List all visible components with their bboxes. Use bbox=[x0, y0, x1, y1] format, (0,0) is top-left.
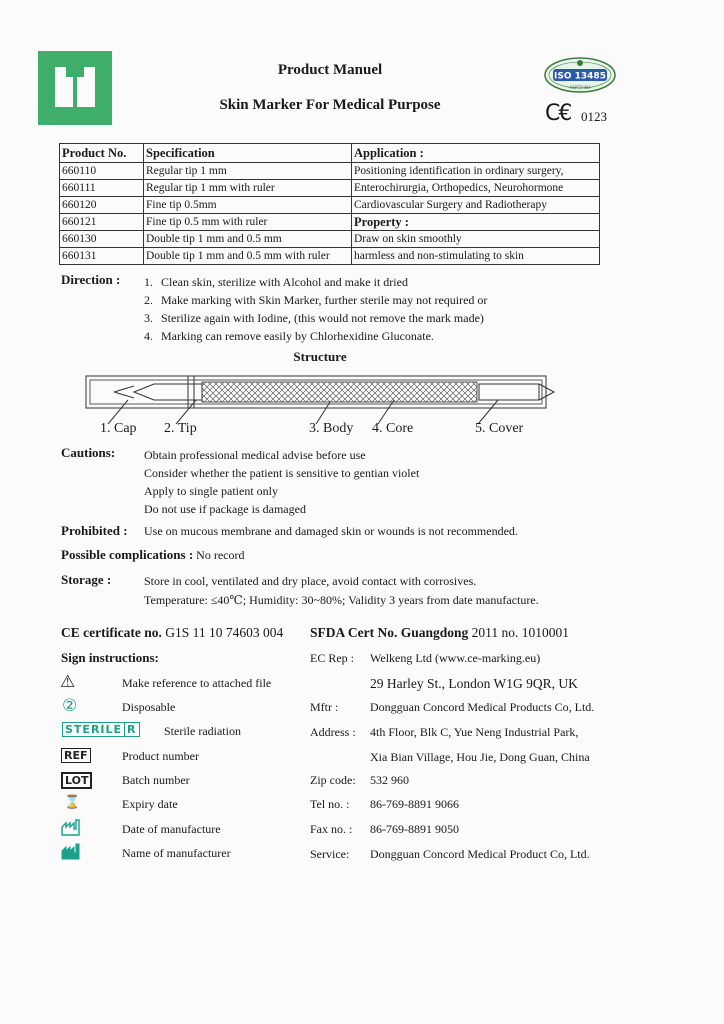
product-no: 660130 bbox=[60, 231, 144, 248]
direction-text: Clean skin, sterilize with Alcohol and make it dried bbox=[161, 275, 408, 289]
table-row bbox=[60, 163, 600, 180]
address-line1: 4th Floor, Blk C, Yue Neng Industrial Park, bbox=[370, 725, 579, 739]
sign-text: Make reference to attached file bbox=[122, 676, 272, 690]
product-spec: Double tip 1 mm and 0.5 mm bbox=[144, 231, 352, 248]
application-line: Positioning identification in ordinary surgery, bbox=[352, 163, 600, 180]
direction-item bbox=[144, 327, 487, 345]
header-application: Application : bbox=[352, 144, 600, 163]
direction-text: Sterilize again with Iodine, (this would not remove the mark made) bbox=[161, 311, 484, 325]
sfda-certificate bbox=[310, 625, 569, 641]
header-product-no: Product No. bbox=[60, 144, 144, 163]
direction-text: Make marking with Skin Marker, further sterile may not required or bbox=[161, 293, 488, 307]
part-cap: 1. Cap bbox=[100, 421, 137, 436]
storage-line: Temperature: ≤40℃; Humidity: 30~80%; Validity 3 years from date manufacture. bbox=[144, 593, 539, 607]
product-no: 660110 bbox=[60, 163, 144, 180]
zip-label: Zip code: bbox=[310, 773, 356, 787]
do-not-reuse-icon: ② bbox=[62, 696, 78, 716]
direction-item bbox=[144, 291, 487, 309]
prohibited-text: Use on mucous membrane and damaged skin or wounds is not recommended. bbox=[144, 524, 518, 538]
part-core: 4. Core bbox=[372, 421, 414, 436]
caution-item: Obtain professional medical advise before use bbox=[144, 448, 366, 462]
direction-item bbox=[144, 273, 487, 291]
cautions-label: Cautions: bbox=[61, 445, 116, 460]
prohibited-label: Prohibited : bbox=[61, 523, 128, 538]
sign-text: Sterile radiation bbox=[164, 724, 241, 738]
direction-number: 3. bbox=[144, 311, 153, 325]
complications-text: No record bbox=[196, 548, 245, 562]
fax-value: 86-769-8891 9050 bbox=[370, 822, 459, 836]
sign-text: Date of manufacture bbox=[122, 822, 221, 836]
iso-badge-text: ISO 13485 bbox=[554, 71, 606, 82]
product-no: 660131 bbox=[60, 248, 144, 265]
sfda-certificate-label: SFDA Cert No. Guangdong bbox=[310, 625, 469, 640]
header-specification: Specification bbox=[144, 144, 352, 163]
product-no: 660121 bbox=[60, 214, 144, 231]
table-row bbox=[60, 248, 600, 265]
service-label: Service: bbox=[310, 847, 350, 861]
tel-label: Tel no. : bbox=[310, 797, 350, 811]
direction-text: Marking can remove easily by Chlorhexidine Gluconate. bbox=[161, 329, 434, 343]
product-no: 660120 bbox=[60, 197, 144, 214]
product-table bbox=[59, 143, 600, 265]
storage-label: Storage : bbox=[61, 572, 112, 587]
tel-value: 86-769-8891 9066 bbox=[370, 797, 459, 811]
product-spec: Fine tip 0.5 mm with ruler bbox=[144, 214, 352, 231]
sterile-r-icon bbox=[62, 722, 140, 737]
document-title: Product Manuel bbox=[277, 62, 383, 78]
ce-certificate-label: CE certificate no. bbox=[61, 625, 162, 640]
iso-caption: CERTIFIED bbox=[569, 85, 591, 90]
part-tip: 2. Tip bbox=[164, 421, 197, 436]
direction-number: 4. bbox=[144, 329, 153, 343]
ref-icon bbox=[61, 748, 91, 763]
ec-rep-line1: Welkeng Ltd (www.ce-marking.eu) bbox=[370, 651, 541, 665]
property-line: harmless and non-stimulating to skin bbox=[352, 248, 600, 265]
application-line: Enterochirurgia, Orthopedics, Neurohormone bbox=[352, 180, 600, 197]
iso-certified-badge bbox=[543, 56, 617, 94]
mftr-label: Mftr : bbox=[310, 700, 339, 714]
sign-text: Batch number bbox=[122, 773, 190, 787]
address-label: Address : bbox=[310, 725, 356, 739]
sign-instructions-title: Sign instructions: bbox=[61, 650, 159, 665]
zip-value: 532 960 bbox=[370, 773, 409, 787]
ce-certificate bbox=[61, 625, 283, 641]
lot-label: LOT bbox=[61, 772, 92, 789]
ce-notified-body-number: 0123 bbox=[581, 109, 607, 124]
table-row bbox=[60, 231, 600, 248]
caution-item: Apply to single patient only bbox=[144, 484, 278, 498]
direction-list bbox=[144, 273, 487, 345]
structure-title: Structure bbox=[293, 349, 347, 364]
sign-text: Product number bbox=[122, 749, 199, 763]
complications-label: Possible complications : bbox=[61, 547, 194, 562]
storage-line: Store in cool, ventilated and dry place, avoid contact with corrosives. bbox=[144, 574, 477, 588]
sign-text: Expiry date bbox=[122, 797, 178, 811]
direction-number: 2. bbox=[144, 293, 153, 307]
ec-rep-line2: 29 Harley St., London W1G 9QR, UK bbox=[370, 676, 578, 691]
table-row bbox=[60, 214, 600, 231]
sign-text: Name of manufacturer bbox=[122, 846, 231, 860]
storage-text bbox=[144, 572, 539, 610]
part-cover: 5. Cover bbox=[475, 421, 524, 436]
direction-item bbox=[144, 309, 487, 327]
table-row bbox=[60, 197, 600, 214]
mftr-value: Dongguan Concord Medical Products Co, Ltd. bbox=[370, 700, 595, 714]
sterile-r-label: R bbox=[125, 722, 139, 737]
fax-label: Fax no. : bbox=[310, 822, 353, 836]
lot-icon bbox=[61, 772, 92, 789]
application-line: Cardiovascular Surgery and Radiotherapy bbox=[352, 197, 600, 214]
part-body: 3. Body bbox=[309, 421, 354, 436]
ref-label: REF bbox=[61, 748, 91, 763]
product-spec: Regular tip 1 mm with ruler bbox=[144, 180, 352, 197]
sfda-certificate-value: 2011 no. 1010001 bbox=[471, 625, 570, 640]
product-spec: Fine tip 0.5mm bbox=[144, 197, 352, 214]
property-line: Draw on skin smoothly bbox=[352, 231, 600, 248]
ce-mark: C€ bbox=[545, 101, 571, 126]
product-no: 660111 bbox=[60, 180, 144, 197]
caution-item: Consider whether the patient is sensitive to gentian violet bbox=[144, 466, 420, 480]
property-header: Property : bbox=[352, 214, 600, 231]
service-value: Dongguan Concord Medical Product Co, Ltd. bbox=[370, 847, 590, 861]
document-subtitle: Skin Marker For Medical Purpose bbox=[219, 97, 441, 113]
hourglass-icon: ⌛ bbox=[64, 795, 81, 810]
direction-label: Direction : bbox=[61, 272, 121, 287]
sterile-label: STERILE bbox=[62, 722, 125, 737]
table-header-row bbox=[60, 144, 600, 163]
ce-certificate-value: G1S 11 10 74603 004 bbox=[165, 625, 284, 640]
ec-rep-label: EC Rep : bbox=[310, 651, 354, 665]
address-line2: Xia Bian Village, Hou Jie, Dong Guan, China bbox=[370, 750, 590, 764]
sign-text: Disposable bbox=[122, 700, 176, 714]
product-spec: Double tip 1 mm and 0.5 mm with ruler bbox=[144, 248, 352, 265]
table-row bbox=[60, 180, 600, 197]
cautions-list bbox=[144, 446, 419, 518]
manufacturer-icon bbox=[61, 843, 81, 860]
complications-row bbox=[61, 547, 244, 563]
warning-triangle-icon: ⚠ bbox=[60, 672, 76, 692]
manufacture-date-icon bbox=[61, 819, 81, 836]
direction-number: 1. bbox=[144, 275, 153, 289]
caution-item: Do not use if package is damaged bbox=[144, 502, 306, 516]
product-spec: Regular tip 1 mm bbox=[144, 163, 352, 180]
